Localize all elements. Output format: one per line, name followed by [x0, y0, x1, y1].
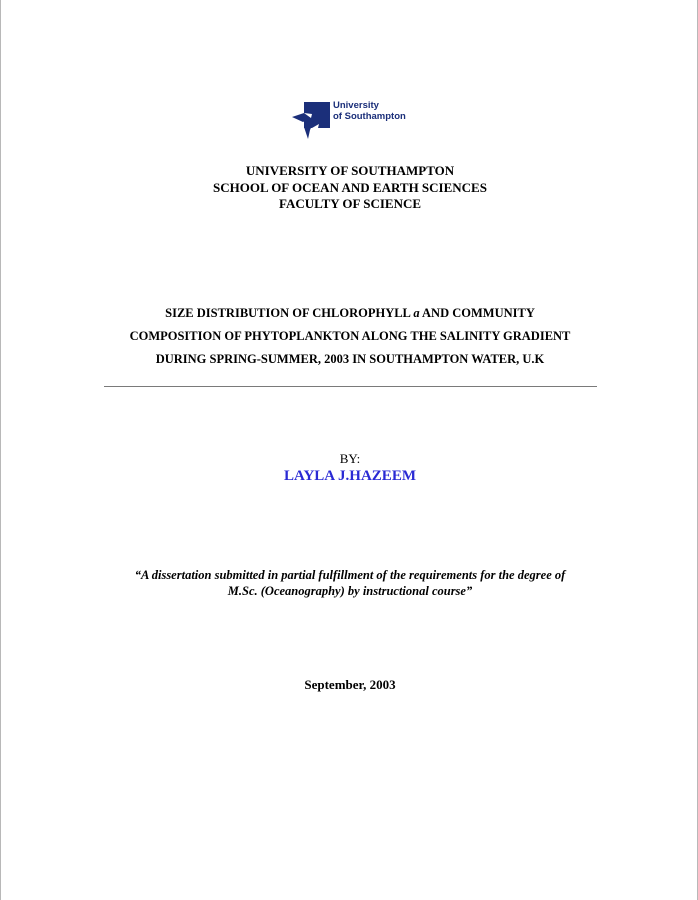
logo-line-2: of Southampton — [333, 110, 406, 122]
by-label: BY: — [339, 451, 361, 466]
institution-header — [1, 163, 698, 213]
statement-line-2: M.Sc. (Oceanography) by instructional course” — [227, 584, 473, 598]
logo-line-1: University — [333, 100, 379, 111]
header-university: UNIVERSITY OF SOUTHAMPTON — [245, 163, 455, 178]
title-line-2: COMPOSITION OF PHYTOPLANKTON ALONG THE SALINITY GRADIENT — [129, 329, 571, 343]
title-line-1-start: SIZE DISTRIBUTION OF CHLOROPHYLL — [165, 306, 414, 320]
university-logo — [286, 100, 416, 142]
university-logo-text — [333, 101, 406, 122]
header-faculty: FACULTY OF SCIENCE — [278, 196, 422, 211]
title-line-1-end: AND COMMUNITY — [419, 306, 535, 320]
university-crest-icon — [286, 100, 332, 142]
title-line-3: DURING SPRING-SUMMER, 2003 IN SOUTHAMPTON WATER, U.K — [155, 352, 545, 366]
title-line-1-italic: a — [413, 306, 420, 320]
submission-date: September, 2003 — [304, 677, 396, 692]
title-line-1 — [1, 302, 698, 325]
submission-statement — [1, 567, 698, 599]
statement-line-1: “A dissertation submitted in partial fulfillment of the requirements for the degree of — [134, 568, 566, 582]
author-name: LAYLA J.HAZEEM — [284, 468, 416, 484]
title-divider — [104, 386, 597, 387]
header-school: SCHOOL OF OCEAN AND EARTH SCIENCES — [213, 179, 487, 195]
dissertation-title — [1, 302, 698, 371]
